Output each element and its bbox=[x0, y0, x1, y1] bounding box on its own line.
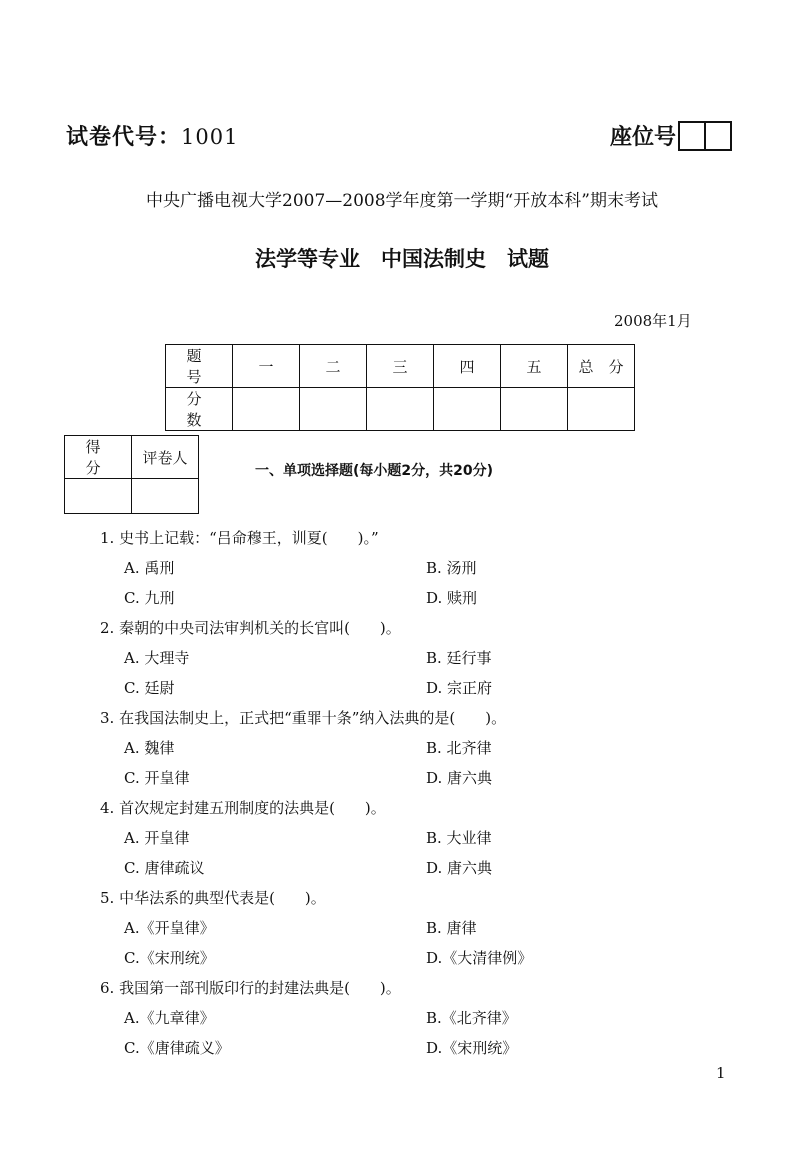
exam-title: 中央广播电视大学2007—2008学年度第一学期“开放本科”期末考试 bbox=[146, 191, 658, 211]
option-d: D. 宗正府 bbox=[426, 679, 493, 697]
option-c: C. 九刑 bbox=[124, 589, 175, 607]
question-stem: 1. 史书上记载：“吕命穆王，训夏( )。” bbox=[100, 529, 379, 547]
option-a: A.《开皇律》 bbox=[124, 919, 215, 937]
option-d: D. 赎刑 bbox=[426, 589, 478, 607]
option-c: C.《唐律疏义》 bbox=[124, 1039, 230, 1057]
option-b: B. 北齐律 bbox=[426, 739, 492, 757]
score-table-value-row bbox=[166, 388, 635, 431]
option-b: B. 廷行事 bbox=[426, 649, 492, 667]
score-cell bbox=[233, 388, 300, 431]
score-cell bbox=[300, 388, 367, 431]
question-stem: 2. 秦朝的中央司法审判机关的长官叫( )。 bbox=[100, 619, 401, 637]
option-a: A. 禹刑 bbox=[124, 559, 175, 577]
option-d: D. 唐六典 bbox=[426, 859, 493, 877]
option-d: D. 唐六典 bbox=[426, 769, 493, 787]
seat-number-label: 座位号 bbox=[610, 125, 677, 150]
score-header-cell: 四 bbox=[434, 345, 501, 388]
option-a: A. 开皇律 bbox=[124, 829, 190, 847]
exam-code-label: 试卷代号： bbox=[66, 125, 182, 150]
option-c: C. 唐律疏议 bbox=[124, 859, 205, 877]
option-a: A.《九章律》 bbox=[124, 1009, 215, 1027]
seat-number bbox=[610, 120, 732, 151]
seat-box bbox=[678, 121, 706, 151]
option-b: B.《北齐律》 bbox=[426, 1009, 517, 1027]
question-stem: 5. 中华法系的典型代表是( )。 bbox=[100, 889, 326, 907]
option-c: C. 开皇律 bbox=[124, 769, 190, 787]
score-header-cell: 五 bbox=[501, 345, 568, 388]
option-a: A. 魏律 bbox=[124, 739, 175, 757]
exam-date: 2008年1月 bbox=[614, 312, 692, 330]
exam-code bbox=[66, 120, 238, 151]
subject-title: 法学等专业 中国法制史 试题 bbox=[255, 247, 549, 271]
score-cell bbox=[568, 388, 635, 431]
option-b: B. 大业律 bbox=[426, 829, 492, 847]
option-d: D.《宋刑统》 bbox=[426, 1039, 518, 1057]
score-table-header-row bbox=[166, 345, 635, 388]
option-b: B. 唐律 bbox=[426, 919, 477, 937]
question-stem: 6. 我国第一部刊版印行的封建法典是( )。 bbox=[100, 979, 401, 997]
score-cell bbox=[501, 388, 568, 431]
score-table bbox=[165, 344, 635, 431]
score-header-cell: 二 bbox=[300, 345, 367, 388]
option-d: D.《大清律例》 bbox=[426, 949, 533, 967]
score-header-cell: 三 bbox=[367, 345, 434, 388]
grader-name-cell bbox=[132, 479, 199, 514]
grader-table bbox=[64, 435, 199, 514]
grader-score-cell bbox=[65, 479, 132, 514]
score-header-cell: 总 分 bbox=[568, 345, 635, 388]
score-row-label: 分 数 bbox=[166, 388, 233, 431]
score-header-cell: 题 号 bbox=[166, 345, 233, 388]
seat-number-boxes bbox=[678, 121, 732, 151]
question-stem: 4. 首次规定封建五刑制度的法典是( )。 bbox=[100, 799, 386, 817]
page-number: 1 bbox=[716, 1064, 726, 1082]
grader-name-label: 评卷人 bbox=[132, 436, 199, 479]
option-c: C.《宋刑统》 bbox=[124, 949, 215, 967]
seat-box bbox=[706, 121, 732, 151]
option-b: B. 汤刑 bbox=[426, 559, 477, 577]
exam-code-value: 1001 bbox=[181, 125, 239, 149]
score-cell bbox=[434, 388, 501, 431]
section-title: 一、单项选择题(每小题2分，共20分) bbox=[255, 463, 494, 479]
question-stem: 3. 在我国法制史上，正式把“重罪十条”纳入法典的是( )。 bbox=[100, 709, 507, 727]
score-cell bbox=[367, 388, 434, 431]
option-c: C. 廷尉 bbox=[124, 679, 175, 697]
grader-score-label: 得 分 bbox=[65, 436, 132, 479]
score-header-cell: 一 bbox=[233, 345, 300, 388]
option-a: A. 大理寺 bbox=[124, 649, 190, 667]
